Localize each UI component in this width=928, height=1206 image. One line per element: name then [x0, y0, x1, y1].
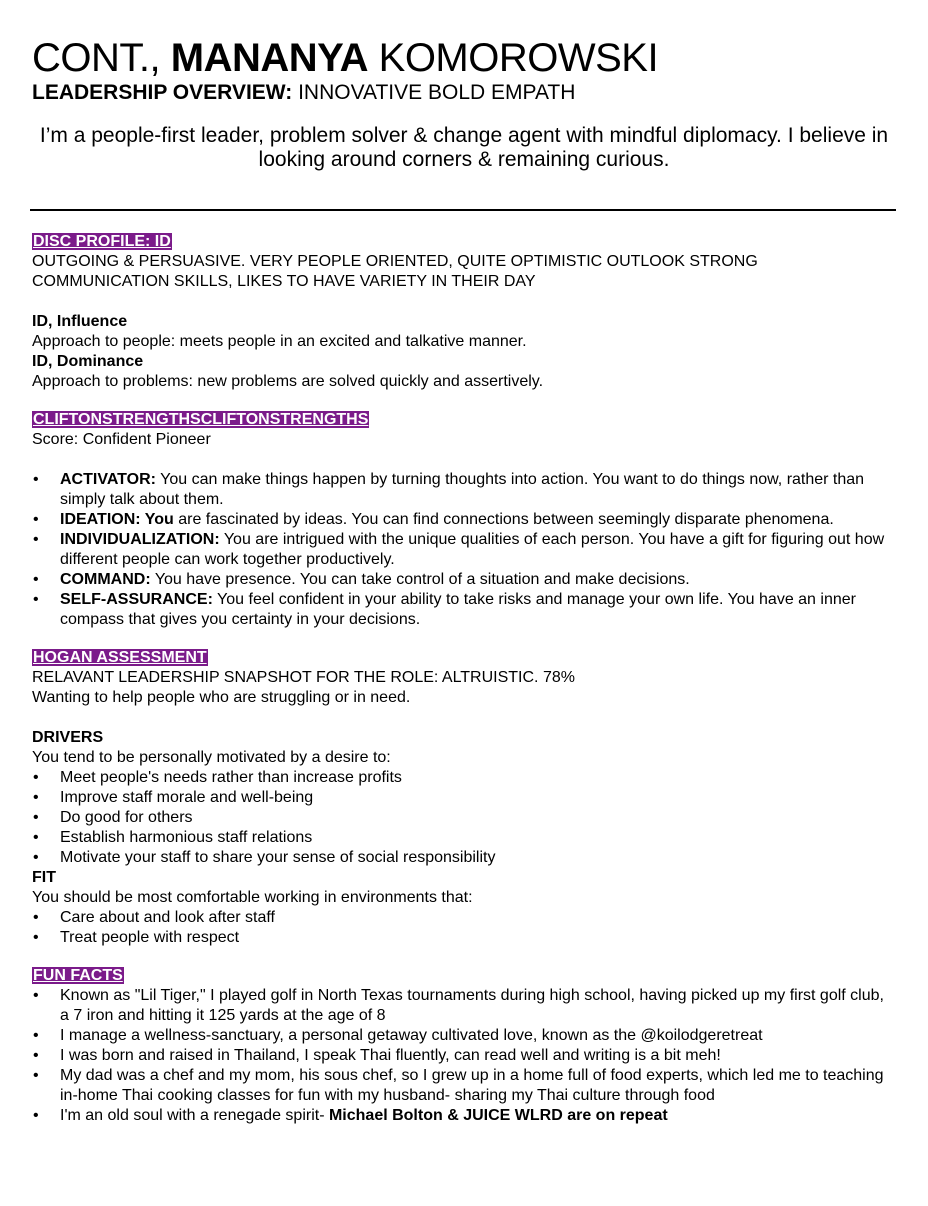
list-item: • Known as "Lil Tiger," I played golf in North Texas tournaments during high school, having picked up my first golf club, a 7 iron and hitting it 125 yards at the age of 8	[32, 986, 896, 1026]
list-item: • Treat people with respect	[32, 928, 896, 948]
music-highlight: Michael Bolton & JUICE WLRD are on repeat	[328, 1107, 668, 1124]
strengths-list	[32, 470, 896, 630]
list-item: • COMMAND: You have presence. You can take control of a situation and make decisions.	[32, 570, 896, 590]
list-item: • SELF-ASSURANCE: You feel confident in your ability to take risks and manage your own life. You have an inner compass that gives you certainty in your decisions.	[32, 590, 896, 630]
drivers-list	[32, 768, 896, 868]
last-name: KOMOROWSKI	[378, 36, 659, 80]
list-item: • Meet people's needs rather than increase profits	[32, 768, 896, 788]
disc-section	[32, 232, 896, 392]
list-item: • ACTIVATOR: You can make things happen by turning thoughts into action. You want to do things now, rather than simply talk about them.	[32, 470, 896, 510]
list-item: • INDIVIDUALIZATION: You are intrigued with the unique qualities of each person. You have a gift for figuring out how different people can work together productively.	[32, 530, 896, 570]
cliftonstrengths-section	[32, 410, 896, 630]
dominance-text: Approach to problems: new problems are solved quickly and assertively.	[32, 373, 544, 390]
drivers-intro: You tend to be personally motivated by a desire to:	[32, 749, 391, 766]
list-item: • I was born and raised in Thailand, I speak Thai fluently, can read well and writing is a bit meh!	[32, 1046, 896, 1066]
first-name: MANANYA	[170, 36, 369, 80]
clifton-heading: CLIFTONSTRENGTHSCLIFTONSTRENGTHS	[33, 411, 369, 428]
title-prefix: CONT.,	[32, 36, 161, 80]
influence-text: Approach to people: meets people in an excited and talkative manner.	[32, 333, 527, 350]
fit-list	[32, 908, 896, 948]
hogan-section	[32, 648, 896, 948]
list-item: • I manage a wellness-sanctuary, a personal getaway cultivated love, known as the @koilodgeretreat	[32, 1026, 896, 1046]
fun-facts-section	[32, 966, 896, 1126]
content	[32, 232, 896, 1126]
hogan-heading: HOGAN ASSESSMENT	[33, 649, 207, 666]
divider	[30, 209, 896, 211]
clifton-score: Score: Confident Pioneer	[32, 431, 211, 448]
disc-heading: DISC PROFILE: ID	[33, 233, 171, 250]
fun-facts-list	[32, 986, 896, 1126]
list-item: • My dad was a chef and my mom, his sous chef, so I grew up in a home full of food experts, which led me to teaching in-home Thai cooking classes for fun with my husband- sharing my Thai culture through food	[32, 1066, 896, 1106]
page-title	[32, 36, 658, 80]
drivers-title: DRIVERS	[32, 729, 104, 746]
dominance-title: ID, Dominance	[32, 353, 144, 370]
leadership-overview	[32, 80, 575, 106]
influence-title: ID, Influence	[32, 313, 128, 330]
hogan-snapshot-desc: Wanting to help people who are struggling or in need.	[32, 689, 411, 706]
hogan-snapshot: RELAVANT LEADERSHIP SNAPSHOT FOR THE ROLE: ALTRUISTIC. 78%	[32, 669, 575, 686]
disc-summary: OUTGOING & PERSUASIVE. VERY PEOPLE ORIENTED, QUITE OPTIMISTIC OUTLOOK STRONG COMMUNICATION SKILLS, LIKES TO HAVE VARIETY IN THEIR DAY	[32, 253, 758, 290]
list-item: • Motivate your staff to share your sense of social responsibility	[32, 848, 896, 868]
list-item: • Care about and look after staff	[32, 908, 896, 928]
overview-value: INNOVATIVE BOLD EMPATH	[298, 81, 576, 104]
list-item: • I'm an old soul with a renegade spirit- Michael Bolton & JUICE WLRD are on repeat	[32, 1106, 896, 1126]
list-item: • Improve staff morale and well-being	[32, 788, 896, 808]
overview-label: LEADERSHIP OVERVIEW:	[32, 81, 293, 104]
list-item: • Do good for others	[32, 808, 896, 828]
fun-facts-heading: FUN FACTS	[33, 967, 123, 984]
fit-title: FIT	[32, 869, 56, 886]
intro-statement: I’m a people-first leader, problem solver & change agent with mindful diplomacy. I believe in looking around corners & remaining curious.	[39, 124, 889, 171]
list-item: • Establish harmonious staff relations	[32, 828, 896, 848]
list-item: • IDEATION: You are fascinated by ideas. You can find connections between seemingly disparate phenomena.	[32, 510, 896, 530]
fit-intro: You should be most comfortable working in environments that:	[32, 889, 473, 906]
